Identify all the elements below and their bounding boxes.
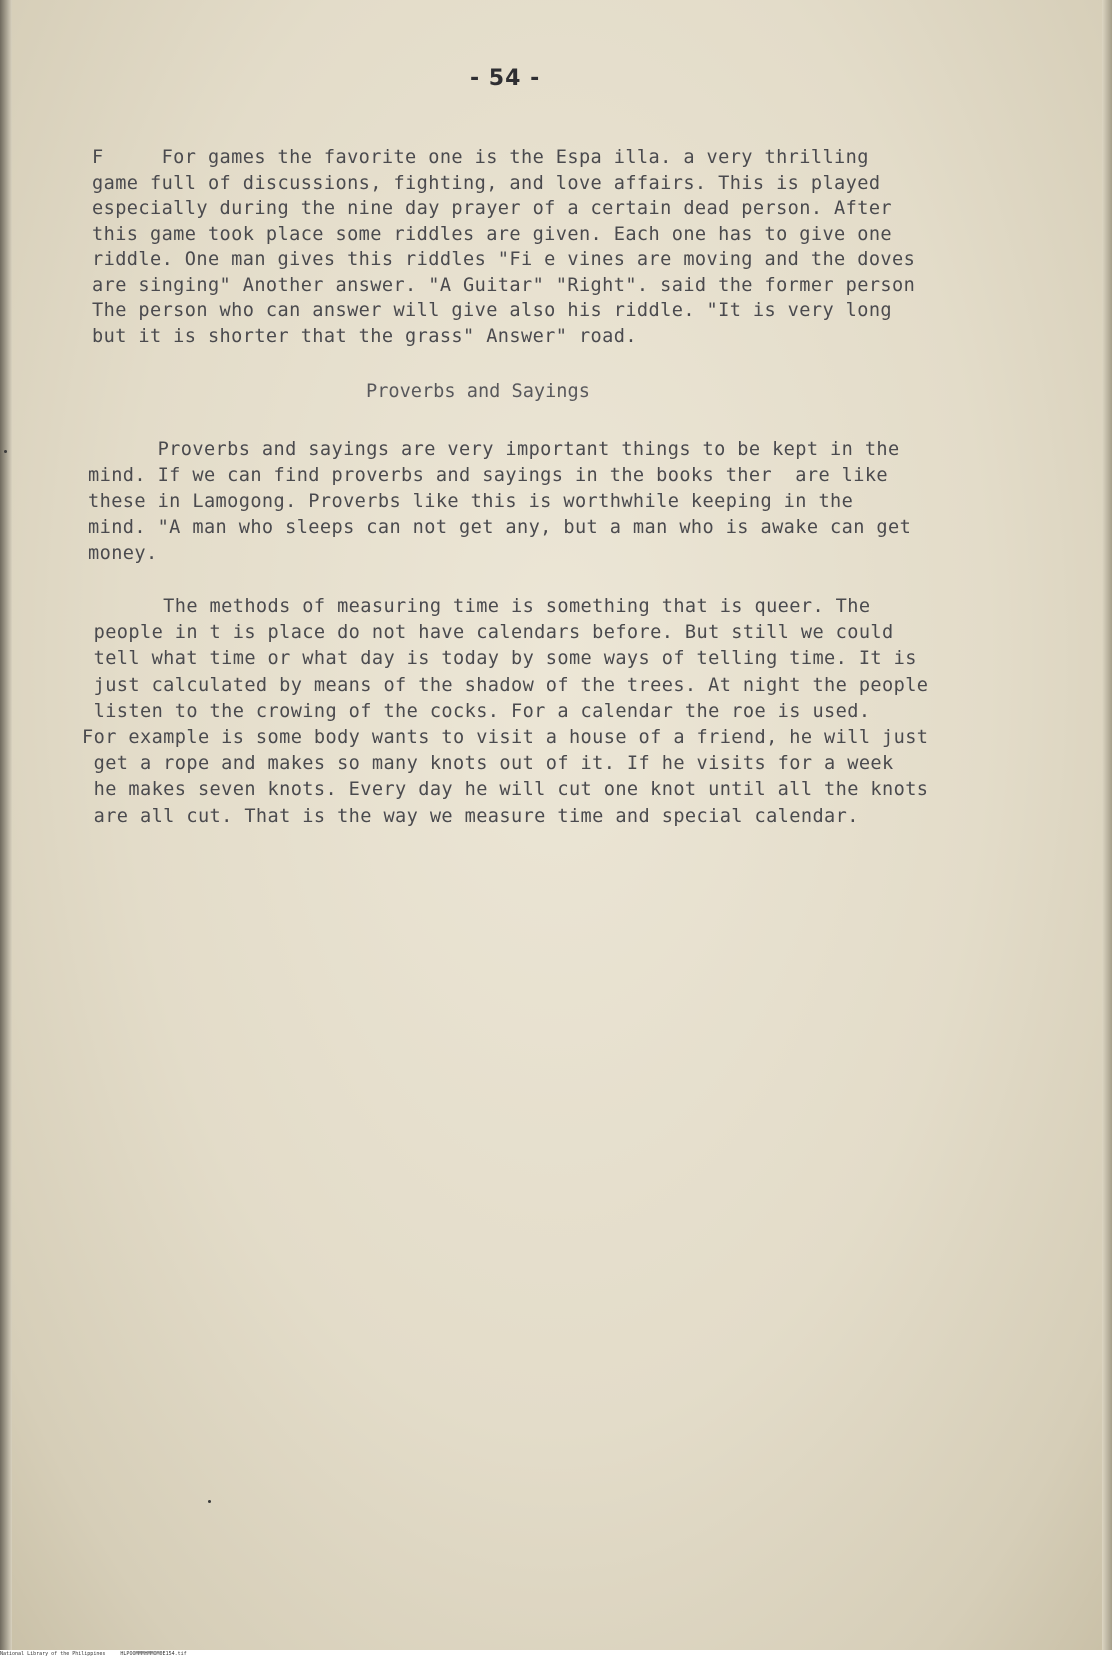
page-edge-right — [1102, 0, 1112, 1650]
page-edge-left — [0, 0, 12, 1650]
paper-speck — [208, 1500, 211, 1503]
paragraph-games-riddles: F For games the favorite one is the Espa illa. a very thrilling game full of discussions, fighting, and love affairs. This is played especially during the nine day prayer of a certain dead person. After this game took place some riddles are given. Each one has to give one riddle. One man gives this riddles "Fi e vines are moving and the doves are singing" Another answer. "A Guitar" "Right". said the former person The person who can answer will give also his riddle. "It is very long but it is shorter that the grass" Answer" road. — [92, 147, 916, 347]
paragraph-proverbs: Proverbs and sayings are very important things to be kept in the mind. If we can find proverbs and sayings in the books ther are like these in Lamogong. Proverbs like this is worthwhile keeping in the mind. "A man who sleeps can not get any, but a man who is awake can get money. — [88, 439, 912, 564]
page-number: - 54 - — [470, 66, 541, 91]
archive-footer: National Library of the Philippines HLPOOMMMHMMOM0E154.tif — [0, 1650, 1112, 1658]
section-heading-proverbs: Proverbs and Sayings — [366, 381, 590, 402]
paragraph-measuring-time: The methods of measuring time is something that is queer. The people in t is place do not have calendars before. But still we could tell what time or what day is today by some ways of telling time. It is just calculated by means of the shadow of the trees. At night the people listen to the crowing of the cocks. For a calendar the roe is used. For example is some body wants to visit a house of a friend, he will just get a rope and makes so many knots out of it. If he visits for a week he makes seven knots. Every day he will cut one knot until all the knots are all cut. That is the way we measure time and special calendar. — [82, 596, 929, 827]
paper-speck — [4, 450, 7, 453]
